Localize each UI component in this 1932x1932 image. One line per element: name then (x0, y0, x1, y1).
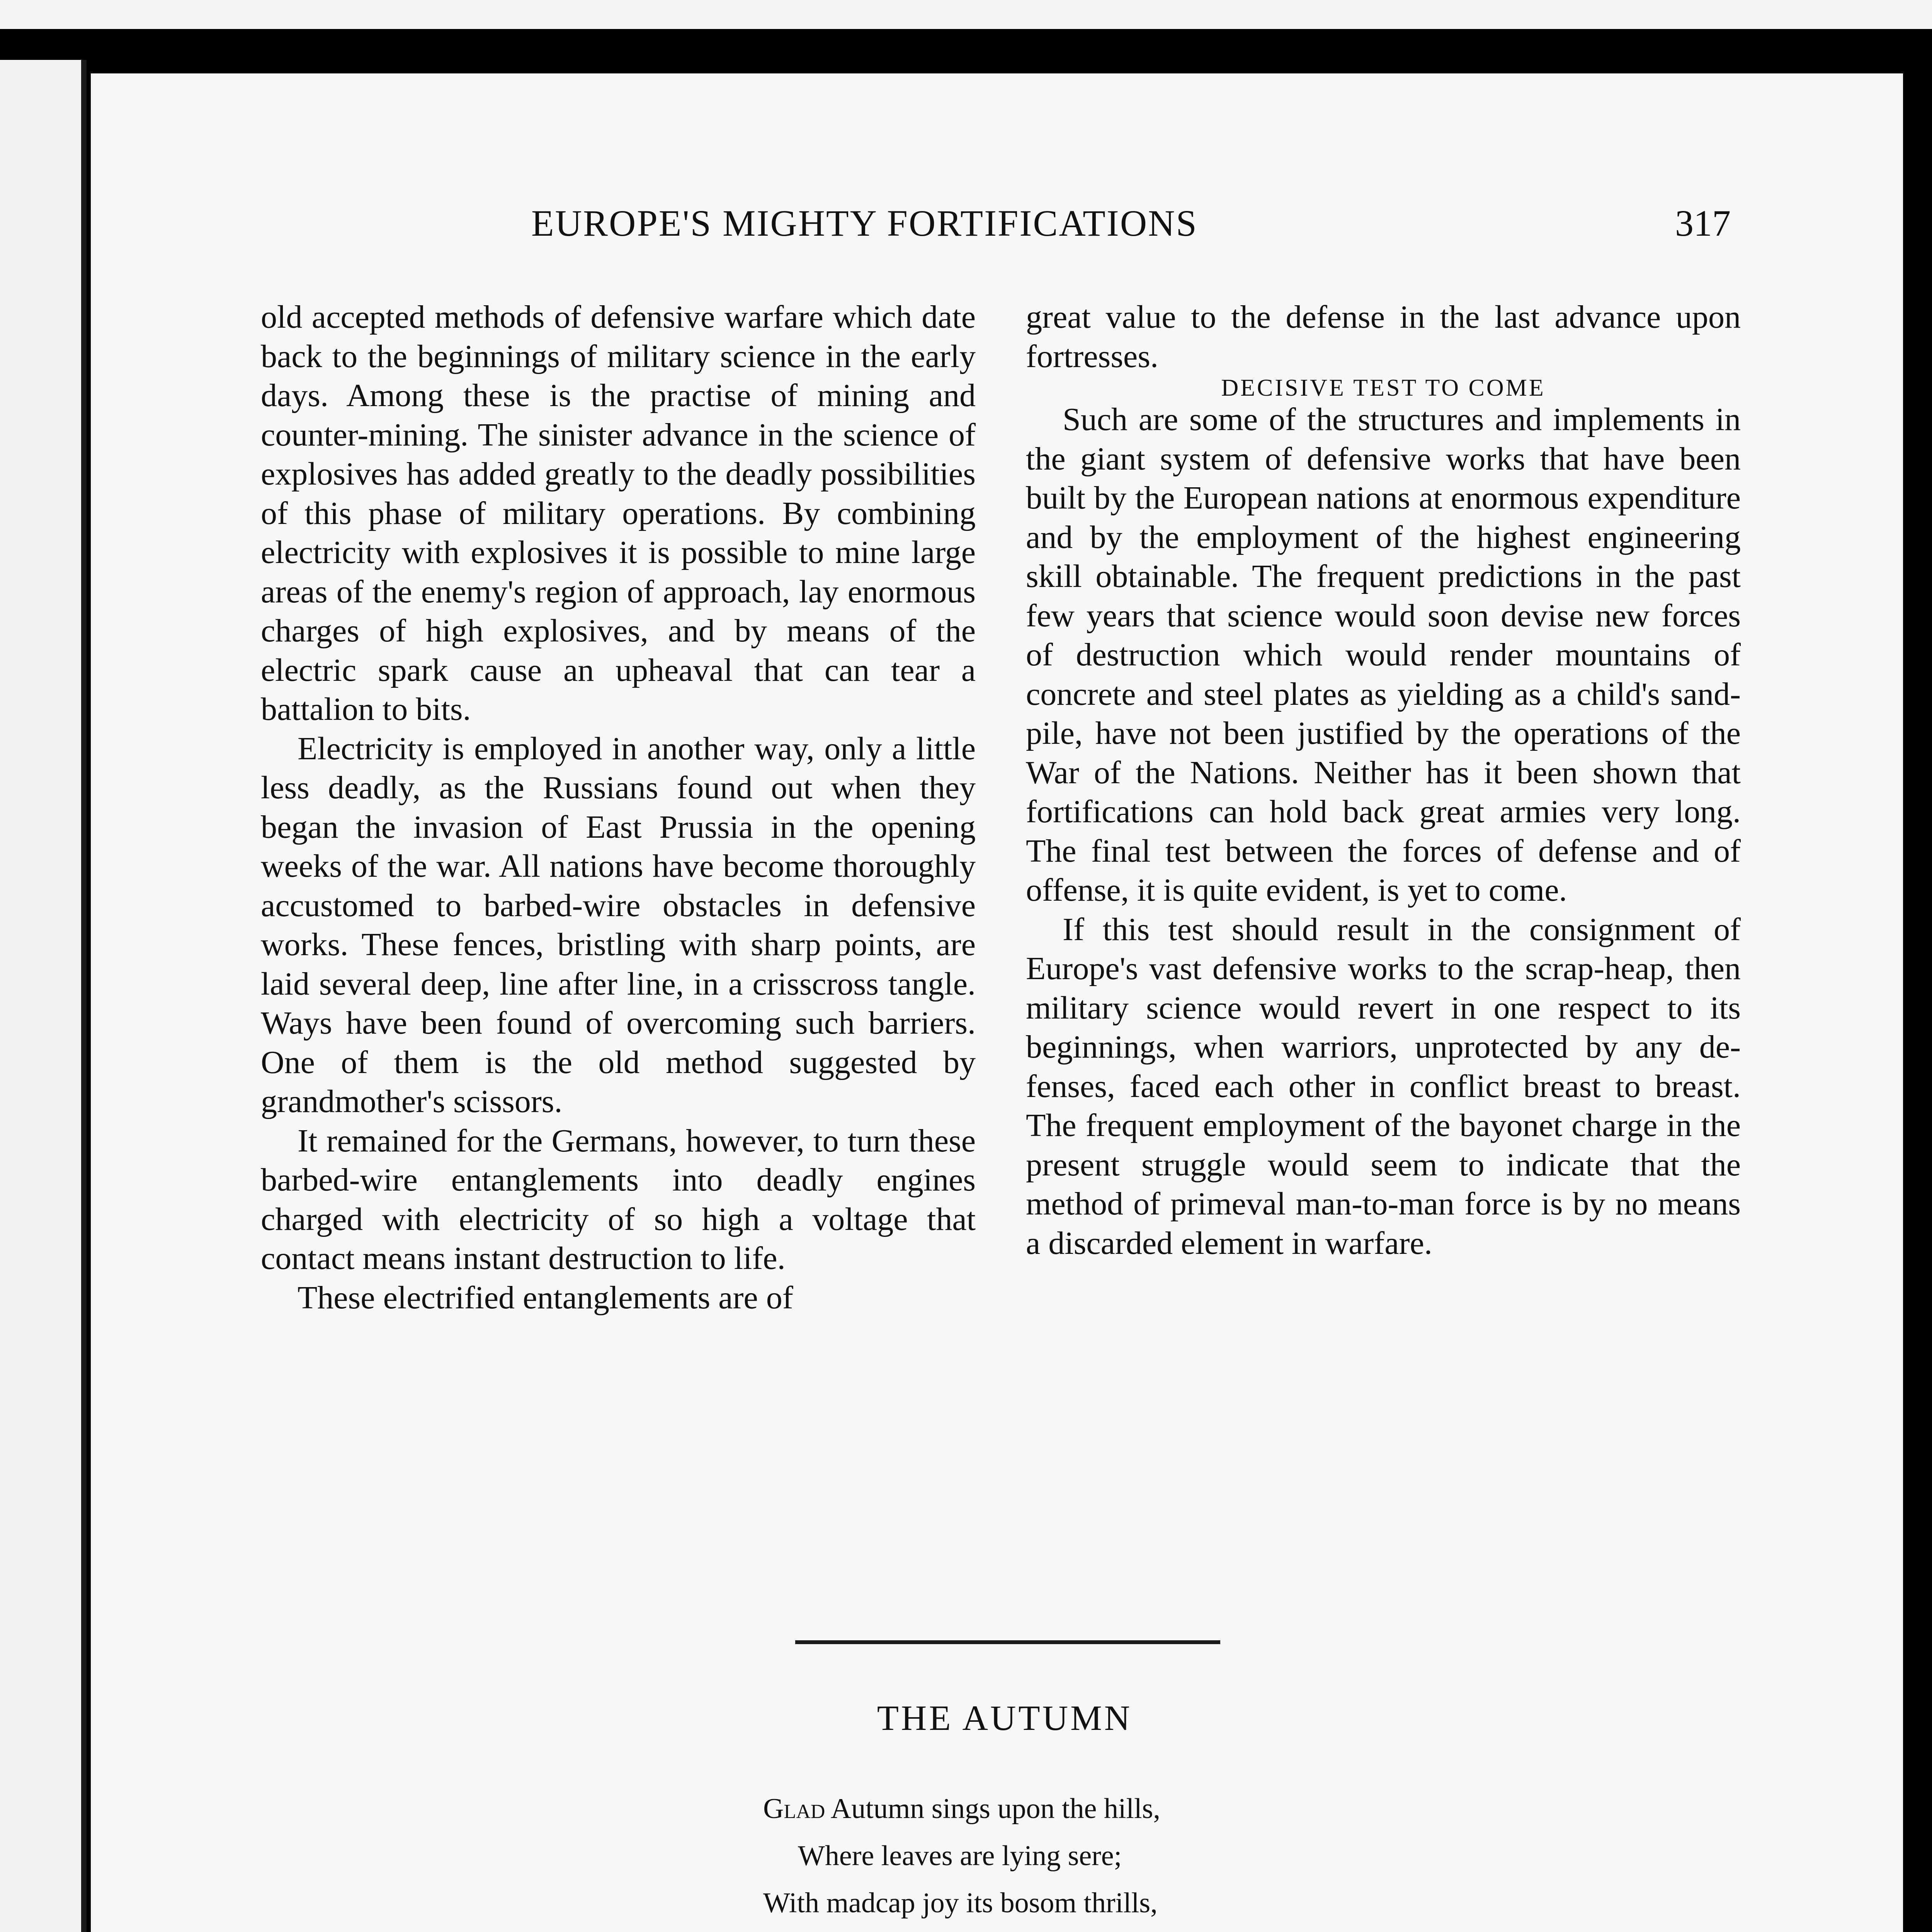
paragraph: Such are some of the structures and implements in the giant system of defensive works that have been built by the European nations at enormous expenditure and by the employment of the highest engineering skill obtainable. The frequent predictions in the past few years that science would soon devise new forces of destruction which would render mountains of concrete and steel plates as yielding as a child's sand-pile, have not been justified by the operations of the War of the Nations. Neither has it been shown that fortifications can hold back great armies very long. The final test between the forces of defense and of offense, it is quite evident, is yet to come. (1026, 401, 1741, 908)
paragraph: Electricity is employed in another way, only a little less deadly, as the Russians found out when they began the invasion of East Prussia in the opening weeks of the war. All nations have become thoroughly accustomed to barbed-wire obstacles in defensive works. These fences, bristling with sharp points, are laid several deep, line after line, in a crisscross tangle. Ways have been found of overcoming such barriers. One of them is the old method suggested by grandmother's scissors. (261, 730, 976, 1119)
poem-title: THE AUTUMN (877, 1698, 1133, 1738)
running-title: EUROPE'S MIGHTY FORTIFICATIONS (531, 202, 1198, 244)
paragraph: It remained for the Germans, however, to turn these barbed-wire entanglements into deadly engines charged with electricity of so high a voltage that contact means instant destruction to life. (261, 1122, 976, 1276)
section-subheading: DECISIVE TEST TO COME (1221, 375, 1546, 401)
page-number: 317 (1675, 202, 1731, 244)
paragraph: old accepted methods of defensive warfare which date back to the beginnings of military science in the early days. Among these is the practise of mining and counter-mining. The sinister advance in the science of explosives has added greatly to the deadly possibilities of this phase of military operations. By combining electricity with explosives it is possible to mine large areas of the enemy's region of approach, lay enormous charges of high explosives, and by means of the electric spark cause an upheaval that can tear a battalion to bits. (261, 299, 976, 727)
poem-line (763, 1785, 1575, 1832)
stanza (763, 1785, 1575, 1932)
drop-word: Glad (763, 1793, 825, 1825)
paragraph: These electrified entanglements are of (298, 1279, 793, 1316)
left-column (261, 298, 976, 1317)
scan-top-margin (0, 0, 1932, 29)
poem-line: Where leaves are lying sere; (798, 1840, 1122, 1872)
poem-line-text: Autumn sings upon the hills, (830, 1793, 1160, 1825)
right-column (1026, 298, 1741, 1263)
paragraph: great value to the defense in the last advance upon fortresses. (1026, 299, 1741, 374)
section-divider (795, 1640, 1220, 1644)
poem (763, 1785, 1575, 1932)
poem-line (763, 1927, 1575, 1932)
poem-line: With madcap joy its bosom thrills, (763, 1887, 1158, 1919)
facing-page-edge (0, 60, 87, 1932)
paragraph: If this test should result in the consignment of Europe's vast defensive works to the scrap-heap, then military science would revert in one respect to its beginnings, when warriors, unprotected by any defenses, faced each other in conflict breast to breast. The frequent employment of the bayonet charge in the present struggle would seem to indicate that the method of primeval man-to-man force is by no means a discarded element in warfare. (1026, 911, 1741, 1261)
